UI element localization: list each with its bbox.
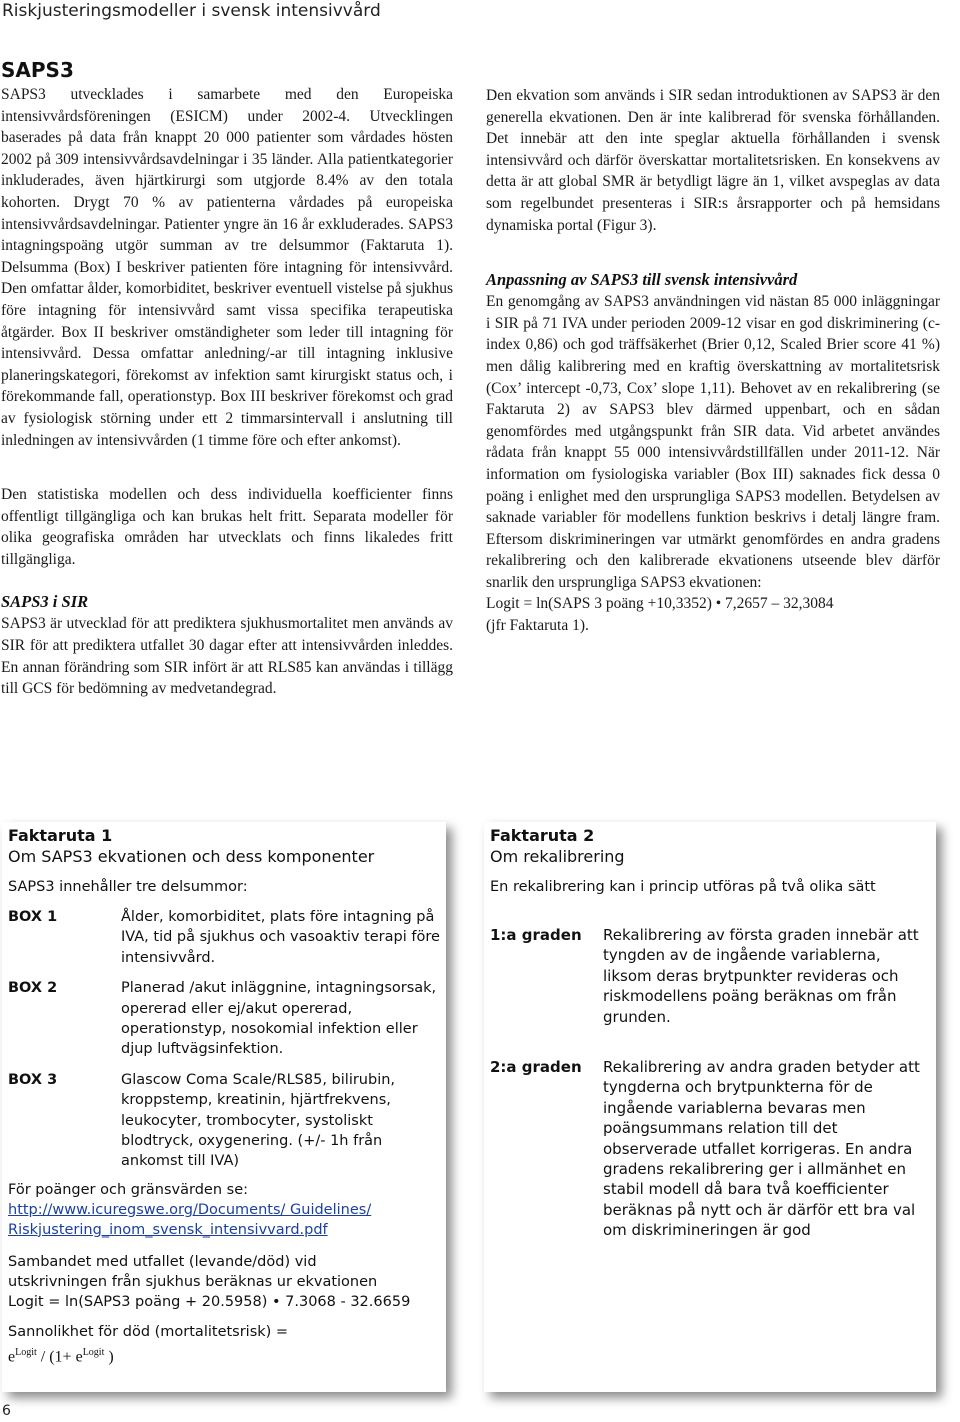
subsection-title-anpassning: Anpassning av SAPS3 till svensk intensivvård — [486, 270, 798, 290]
paragraph-statistical-model: Den statistiska modellen och dess individuella koefficienter finns offentligt tillgängliga och kan brukas helt fritt. Separata modeller för olika geografiska områden har utvecklats och finns likaledes fritt tillgängliga. — [1, 486, 453, 568]
running-header: Riskjusteringsmodeller i svensk intensivvård — [2, 1, 381, 21]
fact-box-1 — [2, 822, 446, 1392]
fact-box-1-intro: SAPS3 innehåller tre delsummor: — [8, 879, 248, 895]
relation-line-3: Logit = ln(SAPS3 poäng + 20.5958) • 7.3068 - 32.6659 — [8, 1293, 411, 1310]
box-row-text: Ålder, komorbiditet, plats före intagning på IVA, tid på sjukhus och vasoaktiv terapi före intensivvård. — [121, 909, 440, 966]
paragraph-recalibration: En genomgång av SAPS3 användningen vid nästan 85 000 inläggningar i SIR på 71 IVA under perioden 2009-12 visar en god diskriminering (c-index 0,86) och god träffsäkerhet (Brier 0,12, Scaled Brier score 41 %) men dålig kalibrering med en kraftig överskattning av mortalitetsrisk (Cox’ intercept -0,73, Cox’ slope 1,11). Behovet av en rekalibrering (se Faktaruta 2) av SAPS3 blev därmed uppenbart, och en sådan genomfördes med utgångspunkt från SIR data. Vid arbetet användes rådata från knappt 55 000 intensivvårdstillfällen under 2011-12. När information om fysiologiska variabler (Box III) saknades fick dessa 0 poäng i enlighet med den ursprungliga SAPS3 modellen. Betydelsen av saknade variabler för modellens funktion beskrivs i detalj längre fram. Eftersom diskrimineringen var utmärkt genomfördes en andra gradens rekalibrering och den kalibrerade ekvationens utseende blev därför snarlik den ursprungliga SAPS3 ekvationen: — [486, 293, 940, 591]
recalibration-row-2 — [490, 1057, 930, 1241]
probability-formula — [8, 1342, 440, 1367]
box-row-text: Planerad /akut inläggnine, intagningsorsak, opererad eller ej/akut opererad, operationstyp, nosokomial infektion eller djup luftvägsinfektion. — [121, 980, 437, 1058]
guidelines-link-line2[interactable]: Riskjustering_inom_svensk_intensivvard.pdf — [8, 1221, 328, 1238]
guidelines-link-line1[interactable]: http://www.icuregswe.org/Documents/ Guidelines/ — [8, 1201, 372, 1218]
section-title-saps3: SAPS3 — [1, 58, 74, 82]
prob-logit1: Logit — [15, 1346, 37, 1358]
formula-reference: (jfr Faktaruta 1). — [486, 617, 589, 635]
recalibration-key: 2:a graden — [490, 1058, 582, 1077]
box-row-1 — [8, 907, 440, 968]
prob-e1: e — [8, 1348, 16, 1366]
left-column — [1, 58, 453, 700]
right-column — [486, 85, 940, 637]
prob-end: ) — [104, 1348, 114, 1366]
formula-logit: Logit = ln(SAPS 3 poäng +10,3352) • 7,2657 – 32,3084 — [486, 595, 834, 613]
paragraph-saps3-sir: SAPS3 är utvecklad för att prediktera sjukhusmortalitet men används av SIR för att prediktera utfallet 30 dagar efter att intensivvården inleddes. En annan förändring som SIR infört är att RLS85 kan användas i tillägg till GCS för bedömning av medvetandegrad. — [1, 615, 453, 698]
recalibration-key: 1:a graden — [490, 926, 582, 944]
recalibration-row-1 — [490, 925, 930, 1027]
fact-box-2-subtitle: Om rekalibrering — [490, 847, 625, 866]
box-row-key: BOX 2 — [8, 980, 58, 997]
fact-box-1-subtitle: Om SAPS3 ekvationen och dess komponenter — [8, 847, 375, 866]
paragraph-equation-intro: Den ekvation som används i SIR sedan introduktionen av SAPS3 är den generella ekvationen. Den är inte kalibrerad för svenska förhållanden. Det innebär att den inte speglar aktuella förhållanden i svensk intensivvård och därför överskattar mortalitetsrisken. En konsekvens av detta är att global SMR är betydligt lägre än 1, vilket avspeglas av data som regelbundet presenteras i SIR:s årsrapporter och på hemsidans dynamiska portal (Figur 3). — [486, 87, 940, 234]
paragraph-saps3-intro: SAPS3 utvecklades i samarbete med den Europeiska intensivvårdsföreningen (ESICM) under 2002-4. Utvecklingen baserades på data från knappt 20 000 patienter som vårdades hösten 2002 på 309 intensivvårdsavdelningar i 35 länder. Alla patientkategorier inkluderades, även hjärtkirurgi som utgjorde 8.4% av den totala kohorten. Drygt 70 % av patienterna vårdades på europeiska intensivvårdsavdelningar. Patienter yngre än 16 år exkluderades. SAPS3 intagningspoäng utgör summan av tre delsummor (Faktaruta 1). Delsumma (Box) I beskriver patienten före intagning för intensivvård. Den omfattar ålder, komorbiditet, beskriver eventuell vistelse på sjukhus före intagning för intensivvård samt vissa specifika terapeutiska åtgärder. Box II beskriver omständigheter som leder till intagning för intensivvård. Dessa omfattar anledning/-ar till intagning inklusive planeringskategori, förekomst av infektion samt kirurgiskt status och, i förekommande fall, operationstyp. Box III beskriver förekomst och grad av fysiologisk störning under ett 2 timmarsintervall i anslutning till inledningen av intensivvården (1 timme före och efter ankomst). — [1, 86, 453, 449]
recalibration-text: Rekalibrering av första graden innebär att tyngden av de ingående variablerna, liksom deras brytpunkter revideras och riskmodellens poäng beräknas om från grunden. — [603, 926, 919, 1026]
box-row-3 — [8, 1070, 440, 1172]
fact-box-2 — [484, 822, 936, 1392]
box-row-2 — [8, 978, 440, 1060]
subsection-title-saps3-sir: SAPS3 i SIR — [1, 592, 89, 612]
fact-box-2-title: Faktaruta 2 — [490, 826, 595, 845]
prob-mid: / (1+ e — [36, 1348, 83, 1366]
relation-line-2: utskrivningen från sjukhus beräknas ur ekvationen — [8, 1273, 378, 1290]
box-row-text: Glascow Coma Scale/RLS85, bilirubin, kroppstemp, kreatinin, hjärtfrekvens, leukocyter, trombocyter, systoliskt blodtryck, oxygenering. (+/- 1h från ankomst till IVA) — [121, 1071, 396, 1170]
page-number: 6 — [2, 1403, 11, 1419]
recalibration-text: Rekalibrering av andra graden betyder att tyngderna och brytpunkterna för de ingående variablerna bevaras men poängsummans relation till det observerade utfallet korrigeras. En andra gradens rekalibrering ger i allmänhet en stabil modell då bara två koefficienter beräknas på nytt och är därför ett bra val om diskrimineringen är god — [603, 1058, 920, 1240]
box-row-key: BOX 3 — [8, 1071, 58, 1088]
box-row-key: BOX 1 — [8, 909, 58, 925]
fact-box-2-intro: En rekalibrering kan i princip utföras på två olika sätt — [490, 879, 876, 895]
points-label: För poänger och gränsvärden se: — [8, 1181, 249, 1198]
probability-label: Sannolikhet för död (mortalitetsrisk) = — [8, 1323, 289, 1340]
prob-logit2: Logit — [82, 1346, 105, 1358]
relation-line-1: Sambandet med utfallet (levande/död) vid — [8, 1253, 317, 1270]
fact-box-1-title: Faktaruta 1 — [8, 826, 113, 845]
